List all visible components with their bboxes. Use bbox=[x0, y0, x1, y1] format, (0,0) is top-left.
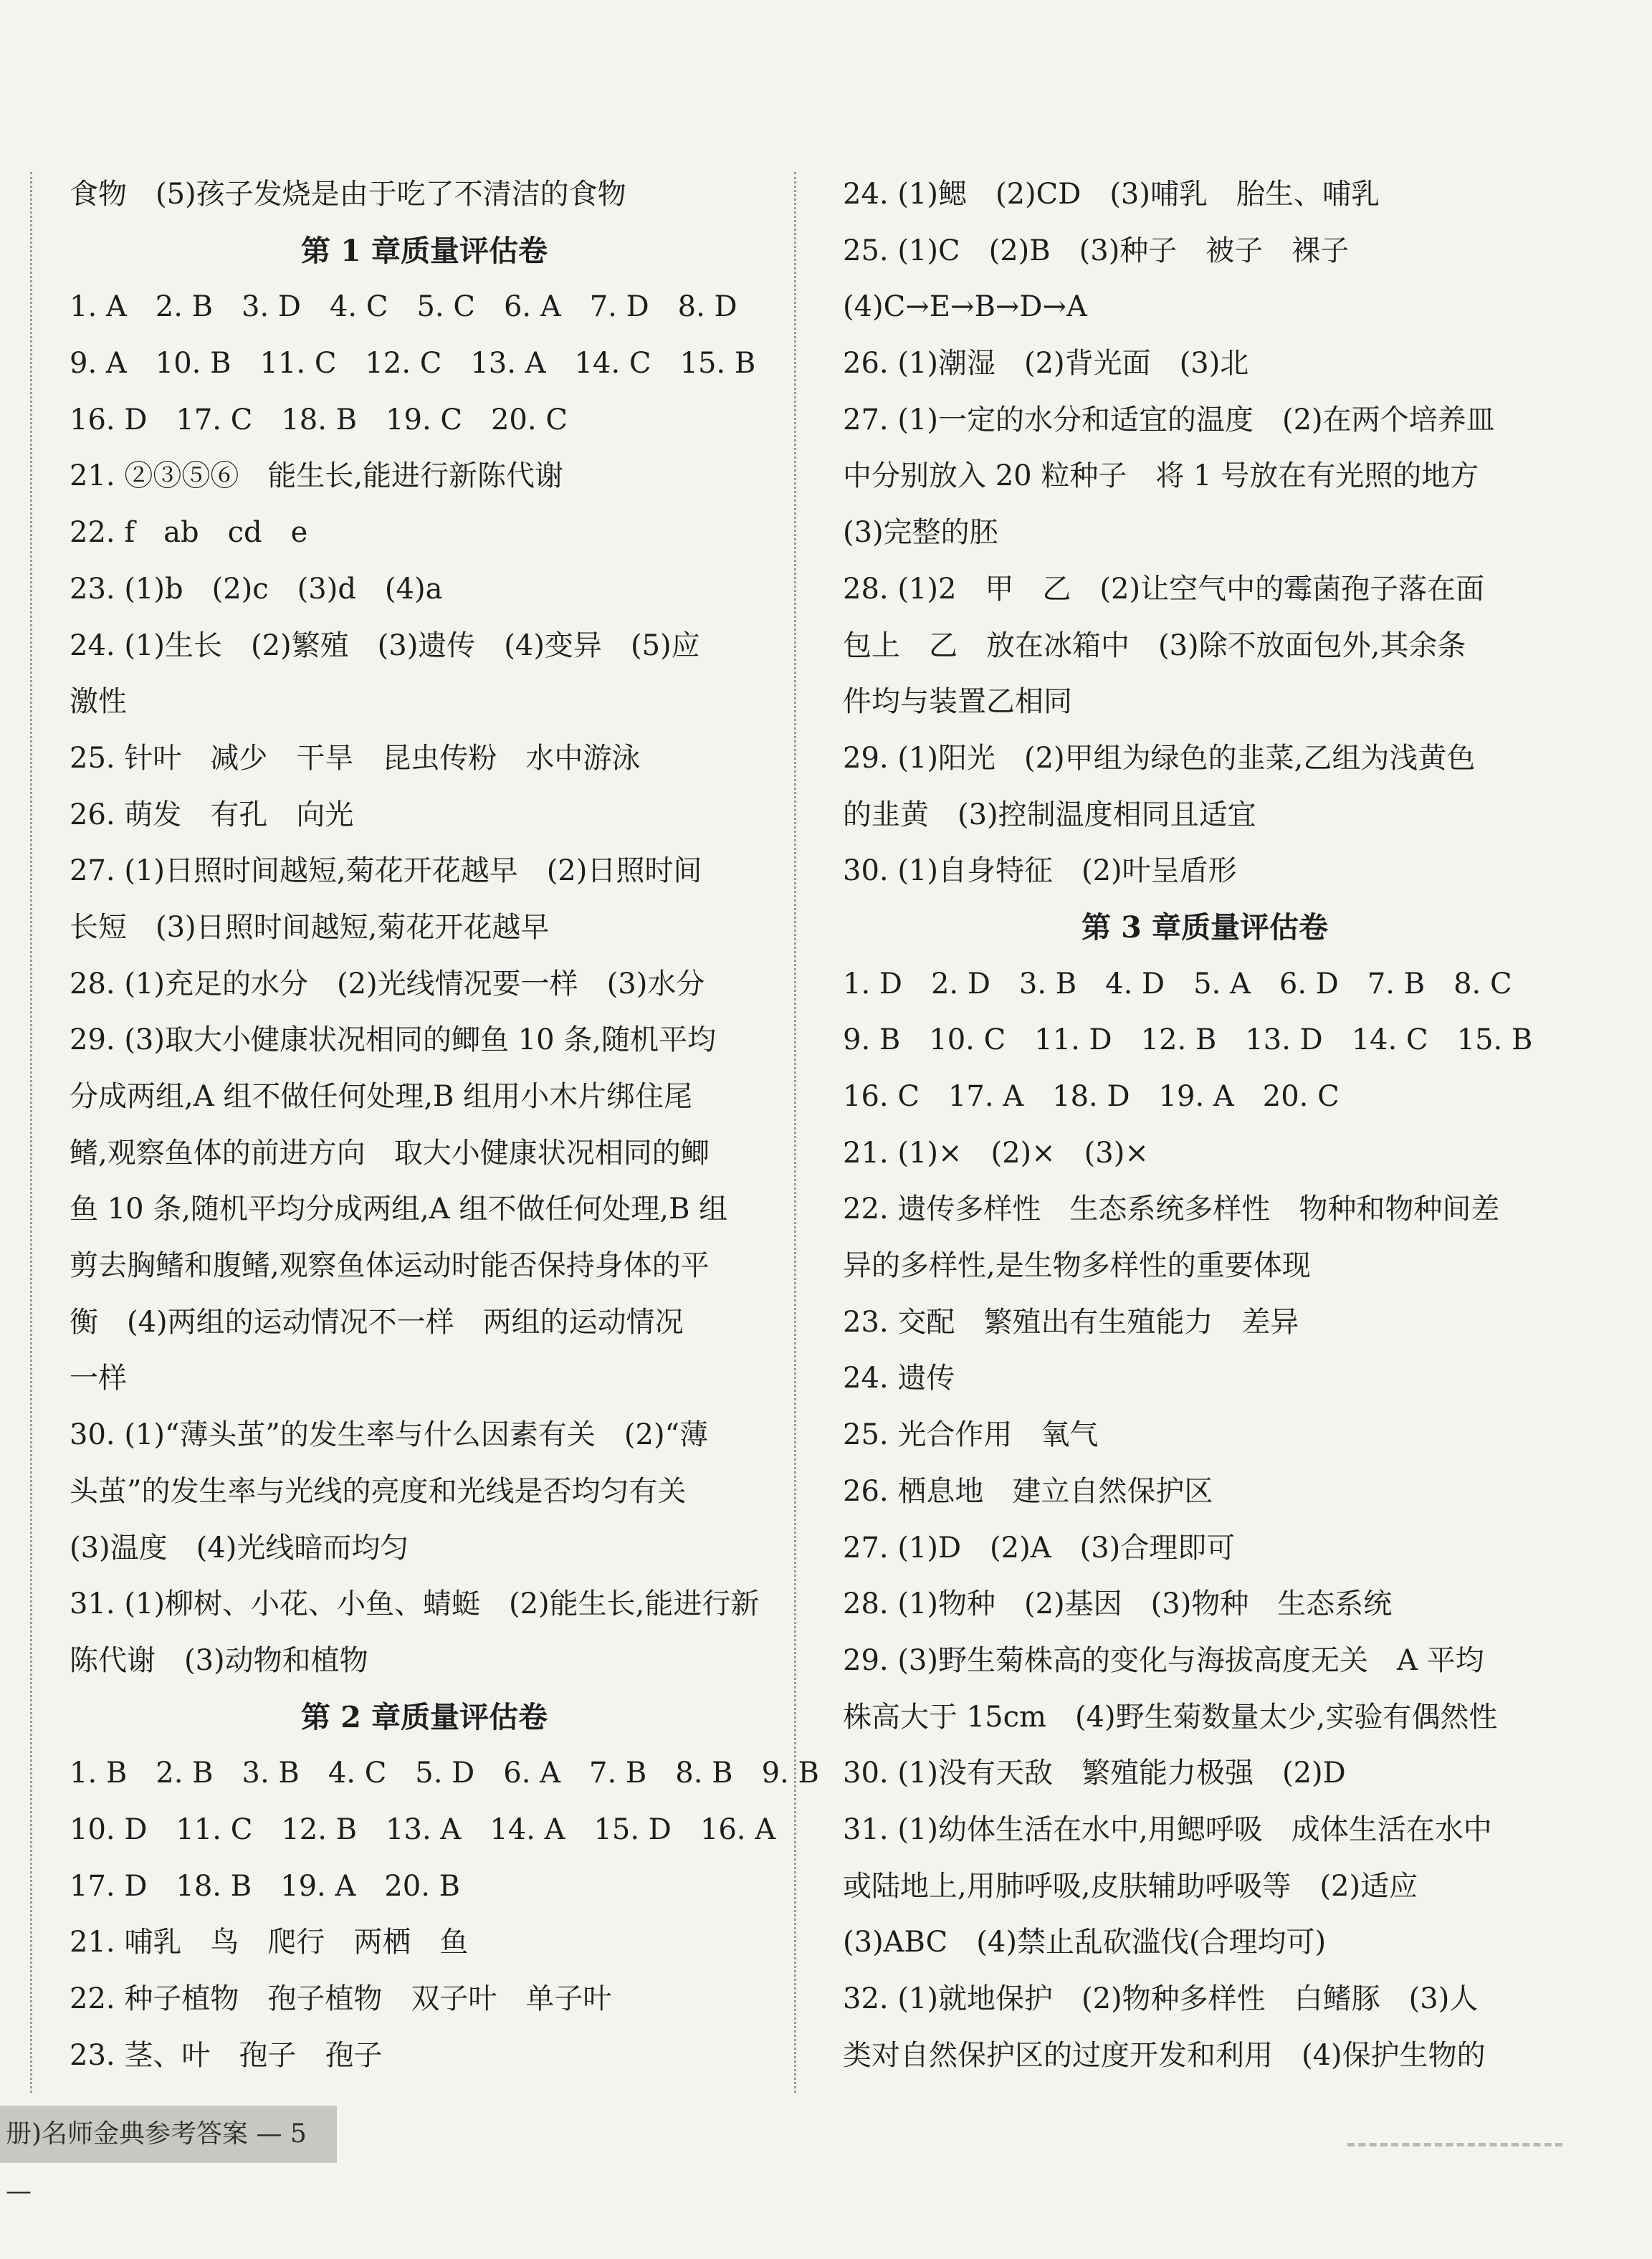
page-footer bbox=[0, 2106, 337, 2206]
answer-line: 中分别放入 20 粒种子 将 1 号放在有光照的地方 bbox=[843, 459, 1479, 493]
footer-text: 册)名师金典参考答案 — 5 — bbox=[6, 2119, 307, 2206]
answer-line: 32. (1)就地保护 (2)物种多样性 白鳍豚 (3)人 bbox=[843, 1982, 1479, 2015]
answer-line: 件均与装置乙相同 bbox=[843, 685, 1072, 719]
answer-line: 长短 (3)日照时间越短,菊花开花越早 bbox=[70, 910, 550, 944]
answer-line: 28. (1)2 甲 乙 (2)让空气中的霉菌孢子落在面 bbox=[843, 572, 1485, 606]
answer-line: 鱼 10 条,随机平均分成两组,A 组不做任何处理,B 组 bbox=[70, 1193, 728, 1226]
answer-line: 16. D 17. C 18. B 19. C 20. C bbox=[70, 403, 568, 436]
answer-line: 21. ②③⑤⑥ 能生长,能进行新陈代谢 bbox=[70, 459, 564, 493]
answer-line: 9. B 10. C 11. D 12. B 13. D 14. C 15. B bbox=[843, 1023, 1533, 1057]
footer-decoration bbox=[1347, 2143, 1562, 2151]
answer-line: 25. (1)C (2)B (3)种子 被子 裸子 bbox=[843, 234, 1350, 267]
answer-line: 陈代谢 (3)动物和植物 bbox=[70, 1643, 368, 1677]
answer-line: 31. (1)柳树、小花、小鱼、蜻蜓 (2)能生长,能进行新 bbox=[70, 1587, 760, 1621]
answer-line: 27. (1)一定的水分和适宜的温度 (2)在两个培养皿 bbox=[843, 403, 1495, 436]
answer-line: 30. (1)自身特征 (2)叶呈盾形 bbox=[843, 854, 1237, 888]
answer-line: 28. (1)物种 (2)基因 (3)物种 生态系统 bbox=[843, 1587, 1393, 1621]
answer-line: 21. 哺乳 鸟 爬行 两栖 鱼 bbox=[70, 1926, 469, 1959]
answer-line: 10. D 11. C 12. B 13. A 14. A 15. D 16. A bbox=[70, 1813, 776, 1846]
answer-line: 23. (1)b (2)c (3)d (4)a bbox=[70, 572, 443, 606]
section-heading: 第 2 章质量评估卷 bbox=[300, 1699, 548, 1734]
section-heading: 第 1 章质量评估卷 bbox=[300, 233, 548, 268]
answer-line: 9. A 10. B 11. C 12. C 13. A 14. C 15. B bbox=[70, 347, 756, 381]
answer-line: 衡 (4)两组的运动情况不一样 两组的运动情况 bbox=[70, 1305, 684, 1339]
answer-line: 头茧”的发生率与光线的亮度和光线是否均匀有关 bbox=[70, 1474, 687, 1508]
answer-line: 28. (1)充足的水分 (2)光线情况要一样 (3)水分 bbox=[70, 967, 705, 1000]
answer-line: 31. (1)幼体生活在水中,用鳃呼吸 成体生活在水中 bbox=[843, 1813, 1492, 1846]
answer-line: (3)温度 (4)光线暗而均匀 bbox=[70, 1531, 409, 1565]
answer-line: 16. C 17. A 18. D 19. A 20. C bbox=[843, 1080, 1340, 1113]
answer-line: 23. 茎、叶 孢子 孢子 bbox=[70, 2038, 383, 2072]
answer-line: 22. f ab cd e bbox=[70, 516, 308, 550]
answer-line: 食物 (5)孩子发烧是由于吃了不清洁的食物 bbox=[70, 178, 626, 211]
answer-line: 24. 遗传 bbox=[843, 1362, 955, 1395]
column-divider bbox=[794, 172, 796, 2093]
answer-line: 29. (3)取大小健康状况相同的鲫鱼 10 条,随机平均 bbox=[70, 1023, 717, 1057]
right-answer-column bbox=[843, 166, 1567, 2083]
answer-line: 22. 遗传多样性 生态系统多样性 物种和物种间差 bbox=[843, 1193, 1500, 1226]
answer-line: 26. 萌发 有孔 向光 bbox=[70, 798, 354, 831]
answer-line: 激性 bbox=[70, 685, 127, 719]
answer-line: 24. (1)生长 (2)繁殖 (3)遗传 (4)变异 (5)应 bbox=[70, 629, 700, 662]
answer-line: 类对自然保护区的过度开发和利用 (4)保护生物的 bbox=[843, 2038, 1486, 2072]
answer-line: 21. (1)× (2)× (3)× bbox=[843, 1136, 1149, 1170]
answer-line: 1. A 2. B 3. D 4. C 5. C 6. A 7. D 8. D bbox=[70, 290, 737, 324]
answer-line: 的韭黄 (3)控制温度相同且适宜 bbox=[843, 798, 1256, 831]
answer-line: 25. 针叶 减少 干旱 昆虫传粉 水中游泳 bbox=[70, 741, 641, 775]
answer-line: 一样 bbox=[70, 1362, 127, 1395]
answer-line: 株高大于 15cm (4)野生菊数量太少,实验有偶然性 bbox=[843, 1700, 1498, 1734]
answer-line: (4)C→E→B→D→A bbox=[843, 290, 1087, 324]
answer-line: 24. (1)鳃 (2)CD (3)哺乳 胎生、哺乳 bbox=[843, 178, 1380, 211]
answer-line: 30. (1)“薄头茧”的发生率与什么因素有关 (2)“薄 bbox=[70, 1418, 708, 1452]
left-margin-divider bbox=[30, 172, 32, 2093]
answer-line: 27. (1)日照时间越短,菊花开花越早 (2)日照时间 bbox=[70, 854, 702, 888]
answer-line: 25. 光合作用 氧气 bbox=[843, 1418, 1099, 1452]
answer-line: 30. (1)没有天敌 繁殖能力极强 (2)D bbox=[843, 1757, 1346, 1790]
left-answer-column bbox=[70, 166, 819, 2083]
answer-line: 或陆地上,用肺呼吸,皮肤辅助呼吸等 (2)适应 bbox=[843, 1869, 1418, 1903]
answer-line: 22. 种子植物 孢子植物 双子叶 单子叶 bbox=[70, 1982, 612, 2015]
answer-line: 26. (1)潮湿 (2)背光面 (3)北 bbox=[843, 347, 1249, 381]
section-heading: 第 3 章质量评估卷 bbox=[1081, 909, 1329, 945]
answer-line: 17. D 18. B 19. A 20. B bbox=[70, 1869, 461, 1903]
answer-line: 剪去胸鳍和腹鳍,观察鱼体运动时能否保持身体的平 bbox=[70, 1249, 710, 1283]
answer-line: 29. (1)阳光 (2)甲组为绿色的韭菜,乙组为浅黄色 bbox=[843, 741, 1476, 775]
answer-line: (3)ABC (4)禁止乱砍滥伐(合理均可) bbox=[843, 1926, 1327, 1959]
answer-line: 包上 乙 放在冰箱中 (3)除不放面包外,其余条 bbox=[843, 629, 1466, 662]
answer-line: 分成两组,A 组不做任何处理,B 组用小木片绑住尾 bbox=[70, 1080, 693, 1113]
answer-line: 1. D 2. D 3. B 4. D 5. A 6. D 7. B 8. C bbox=[843, 967, 1512, 1000]
answer-line: (3)完整的胚 bbox=[843, 516, 998, 550]
answer-line: 1. B 2. B 3. B 4. C 5. D 6. A 7. B 8. B 9. B bbox=[70, 1757, 819, 1790]
answer-line: 异的多样性,是生物多样性的重要体现 bbox=[843, 1249, 1311, 1283]
answer-line: 26. 栖息地 建立自然保护区 bbox=[843, 1474, 1213, 1508]
answer-line: 29. (3)野生菊株高的变化与海拔高度无关 A 平均 bbox=[843, 1643, 1484, 1677]
answer-line: 23. 交配 繁殖出有生殖能力 差异 bbox=[843, 1305, 1299, 1339]
answer-line: 鳍,观察鱼体的前进方向 取大小健康状况相同的鲫 bbox=[70, 1136, 710, 1170]
answer-line: 27. (1)D (2)A (3)合理即可 bbox=[843, 1531, 1236, 1565]
